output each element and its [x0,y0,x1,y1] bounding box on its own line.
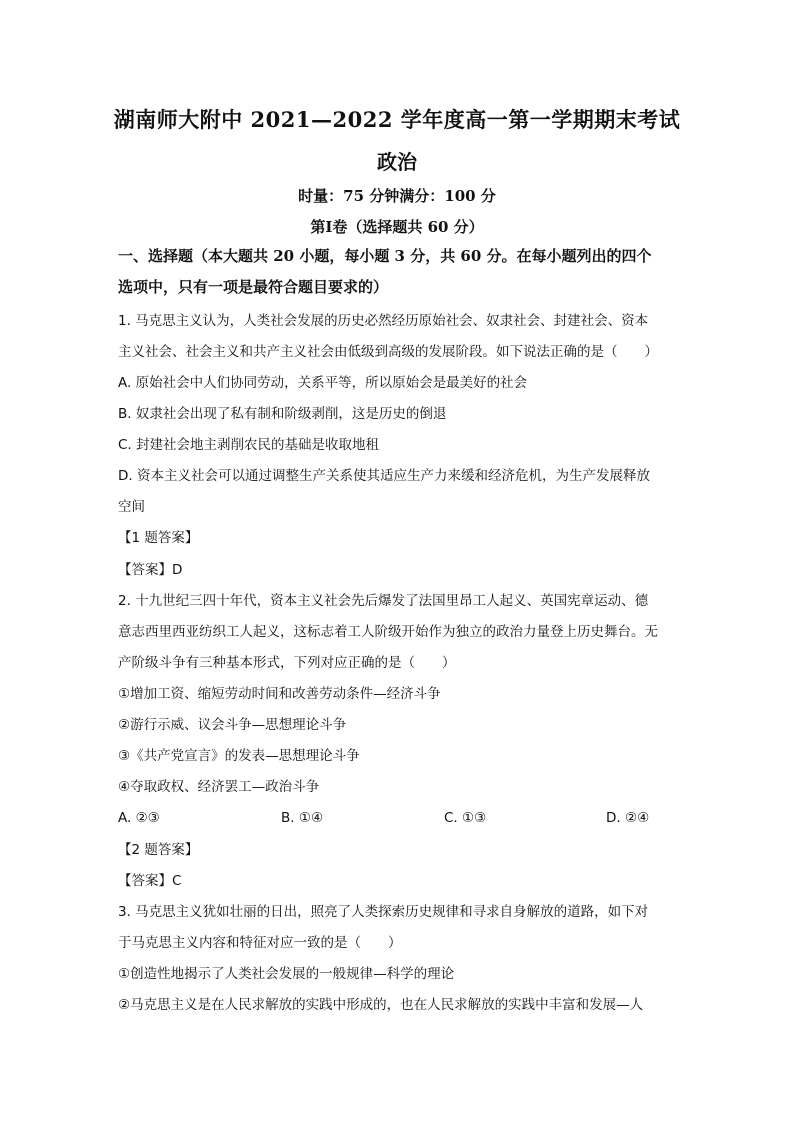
q1-answer-heading: 【1 题答案】 [118,530,199,546]
q1-option-c: C. 封建社会地主剥削农民的基础是收取地租 [118,437,380,453]
section-heading-line1: 一、选择题（本大题共 20 小题，每小题 3 分，共 60 分。在每小题列出的四个 [118,247,652,265]
q2-stem-line3: 产阶级斗争有三种基本形式，下列对应正确的是（ ） [118,655,456,671]
q2-option-d: D. ②④ [606,810,650,826]
q2-answer: 【答案】C [118,873,182,889]
q2-option-a: A. ②③ [118,810,160,826]
q3-item-1: ①创造性地揭示了人类社会发展的一般规律—科学的理论 [118,966,455,982]
q3-stem-line2: 于马克思主义内容和特征对应一致的是（ ） [118,935,402,951]
time-info: 时量：75 分钟满分：100 分 [298,187,496,205]
q3-stem-line1: 3. 马克思主义犹如壮丽的日出，照亮了人类探索历史规律和寻求自身解放的道路，如下对 [118,904,649,920]
q1-stem-line1: 1. 马克思主义认为，人类社会发展的历史必然经历原始社会、奴隶社会、封建社会、资本 [118,313,649,329]
subject-title: 政治 [377,150,417,174]
q2-item-1: ①增加工资、缩短劳动时间和改善劳动条件—经济斗争 [118,686,441,702]
q1-stem-line2: 主义社会、社会主义和共产主义社会由低级到高级的发展阶段。如下说法正确的是（ ） [118,344,658,360]
q1-option-d-line2: 空间 [118,499,145,515]
section-heading-line2: 选项中，只有一项是最符合题目要求的） [118,278,389,296]
q2-option-b: B. ①④ [281,810,324,826]
q2-item-4: ④夺取政权、经济罢工—政治斗争 [118,779,320,795]
q1-option-a: A. 原始社会中人们协同劳动，关系平等，所以原始会是最美好的社会 [118,375,528,391]
exam-title: 湖南师大附中 2021—2022 学年度高一第一学期期末考试 [113,107,681,132]
q1-option-d-line1: D. 资本主义社会可以通过调整生产关系使其适应生产力来缓和经济危机，为生产发展释放 [118,468,650,484]
q3-item-2: ②马克思主义是在人民求解放的实践中形成的，也在人民求解放的实践中丰富和发展—人 [118,997,644,1013]
q2-stem-line1: 2. 十九世纪三四十年代，资本主义社会先后爆发了法国里昂工人起义、英国宪章运动、德 [118,593,649,609]
q2-answer-heading: 【2 题答案】 [118,842,199,858]
q1-option-b: B. 奴隶社会出现了私有制和阶级剥削，这是历史的倒退 [118,406,447,422]
part-title: 第Ⅰ卷（选择题共 60 分） [310,218,484,236]
q2-item-2: ②游行示威、议会斗争—思想理论斗争 [118,717,347,733]
q2-item-3: ③《共产党宣言》的发表—思想理论斗争 [118,748,360,764]
q1-answer: 【答案】D [118,562,183,578]
q2-option-c: C. ①③ [444,810,487,826]
q2-stem-line2: 意志西里西亚纺织工人起义，这标志着工人阶级开始作为独立的政治力量登上历史舞台。无 [118,624,658,640]
